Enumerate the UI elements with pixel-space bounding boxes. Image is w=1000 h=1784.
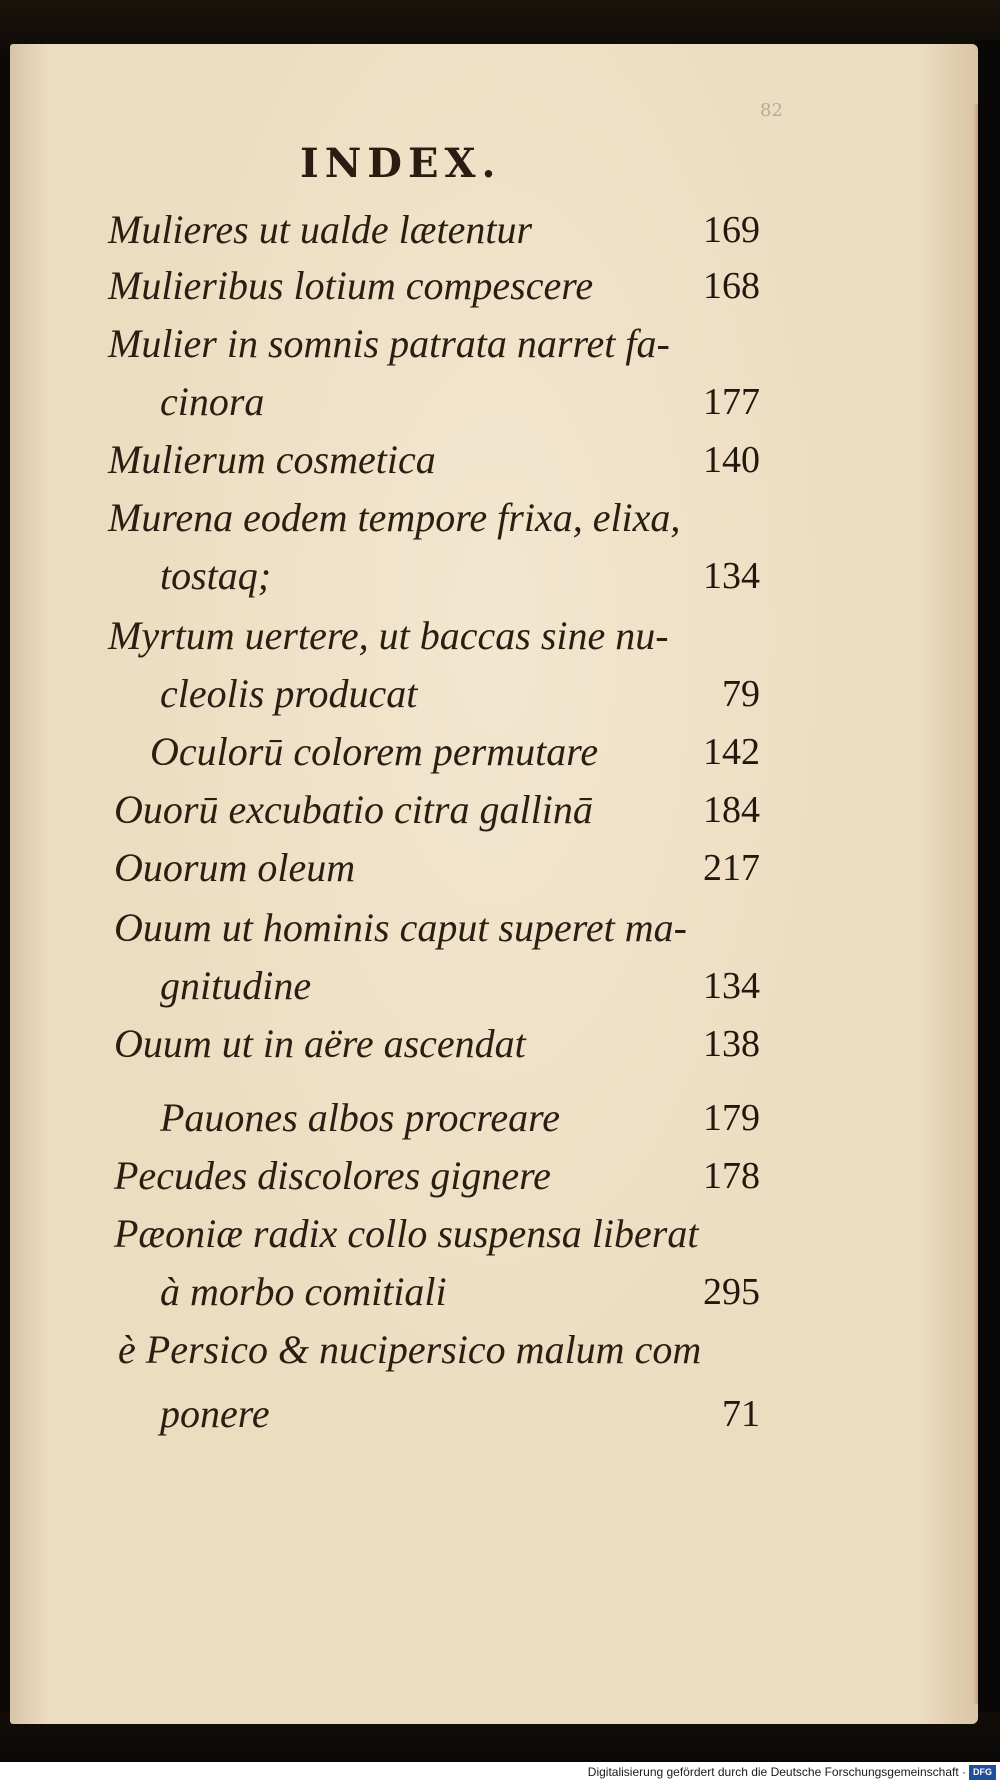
index-entry [0, 258, 1000, 314]
index-entry [0, 1090, 1000, 1146]
entry-text: Mulierum cosmetica [108, 437, 436, 482]
entry-page: 169 [703, 209, 760, 251]
index-entry [0, 958, 1000, 1014]
entry-text: Pecudes discolores gignere [114, 1153, 551, 1198]
entry-text: Pauones albos procreare [160, 1095, 560, 1140]
index-entry [0, 900, 1000, 956]
index-entry [0, 724, 1000, 780]
index-entry [0, 666, 1000, 722]
entry-page: 134 [703, 965, 760, 1007]
index-entry [0, 490, 1000, 546]
page-header: INDEX. [300, 140, 502, 187]
entry-text: Mulieres ut ualde lætentur [108, 207, 533, 252]
index-entry [0, 840, 1000, 896]
digitization-footer [0, 1762, 1000, 1784]
index-entry [0, 1264, 1000, 1320]
entry-page: 140 [703, 439, 760, 481]
corner-mark: 82 [760, 100, 783, 121]
entry-text: gnitudine [160, 963, 312, 1008]
index-entry [0, 1016, 1000, 1072]
index-entry [0, 1386, 1000, 1442]
entry-text: Myrtum uertere, ut baccas sine nu- [108, 613, 669, 658]
entry-text: Murena eodem tempore frixa, elixa, [108, 495, 681, 540]
entry-page: 177 [703, 381, 760, 423]
entry-text: Ouorū excubatio citra gallinā [114, 787, 593, 832]
entry-text: Mulieribus lotium compescere [108, 263, 594, 308]
binding-top [0, 0, 1000, 50]
entry-text: cleolis producat [160, 671, 418, 716]
entry-page: 168 [703, 265, 760, 307]
index-entry [0, 202, 1000, 258]
index-entry [0, 432, 1000, 488]
entry-page: 142 [703, 731, 760, 773]
entry-text: Ouum ut hominis caput superet ma- [114, 905, 687, 950]
index-entry [0, 548, 1000, 604]
entry-page: 79 [722, 673, 760, 715]
index-entry [0, 608, 1000, 664]
entry-text: Ouum ut in aëre ascendat [114, 1021, 526, 1066]
entry-text: cinora [160, 379, 265, 424]
entry-page: 179 [703, 1097, 760, 1139]
entry-text: tostaq; [160, 553, 272, 598]
entry-page: 184 [703, 789, 760, 831]
entry-text: Mulier in somnis patrata narret fa- [108, 321, 670, 366]
entry-text: à morbo comitiali [160, 1269, 447, 1314]
entry-text: Oculorū colorem permutare [150, 729, 599, 774]
entry-text: è Persico & nucipersico malum com [118, 1327, 702, 1372]
index-entry [0, 1322, 1000, 1378]
entry-page: 178 [703, 1155, 760, 1197]
index-entry [0, 1206, 1000, 1262]
entry-page: 71 [722, 1393, 760, 1435]
entry-text: ponere [160, 1391, 270, 1436]
footer-credit: Digitalisierung gefördert durch die Deutsche Forschungsgemeinschaft · [587, 1765, 966, 1779]
dfg-logo: DFG [969, 1765, 996, 1780]
index-entry [0, 374, 1000, 430]
entry-page: 138 [703, 1023, 760, 1065]
index-entry [0, 316, 1000, 372]
entry-page: 134 [703, 555, 760, 597]
entry-page: 217 [703, 847, 760, 889]
index-entry [0, 782, 1000, 838]
entry-text: Ouorum oleum [114, 845, 356, 890]
entry-text: Pæoniæ radix collo suspensa liberat [114, 1211, 699, 1256]
entry-page: 295 [703, 1271, 760, 1313]
index-entry [0, 1148, 1000, 1204]
